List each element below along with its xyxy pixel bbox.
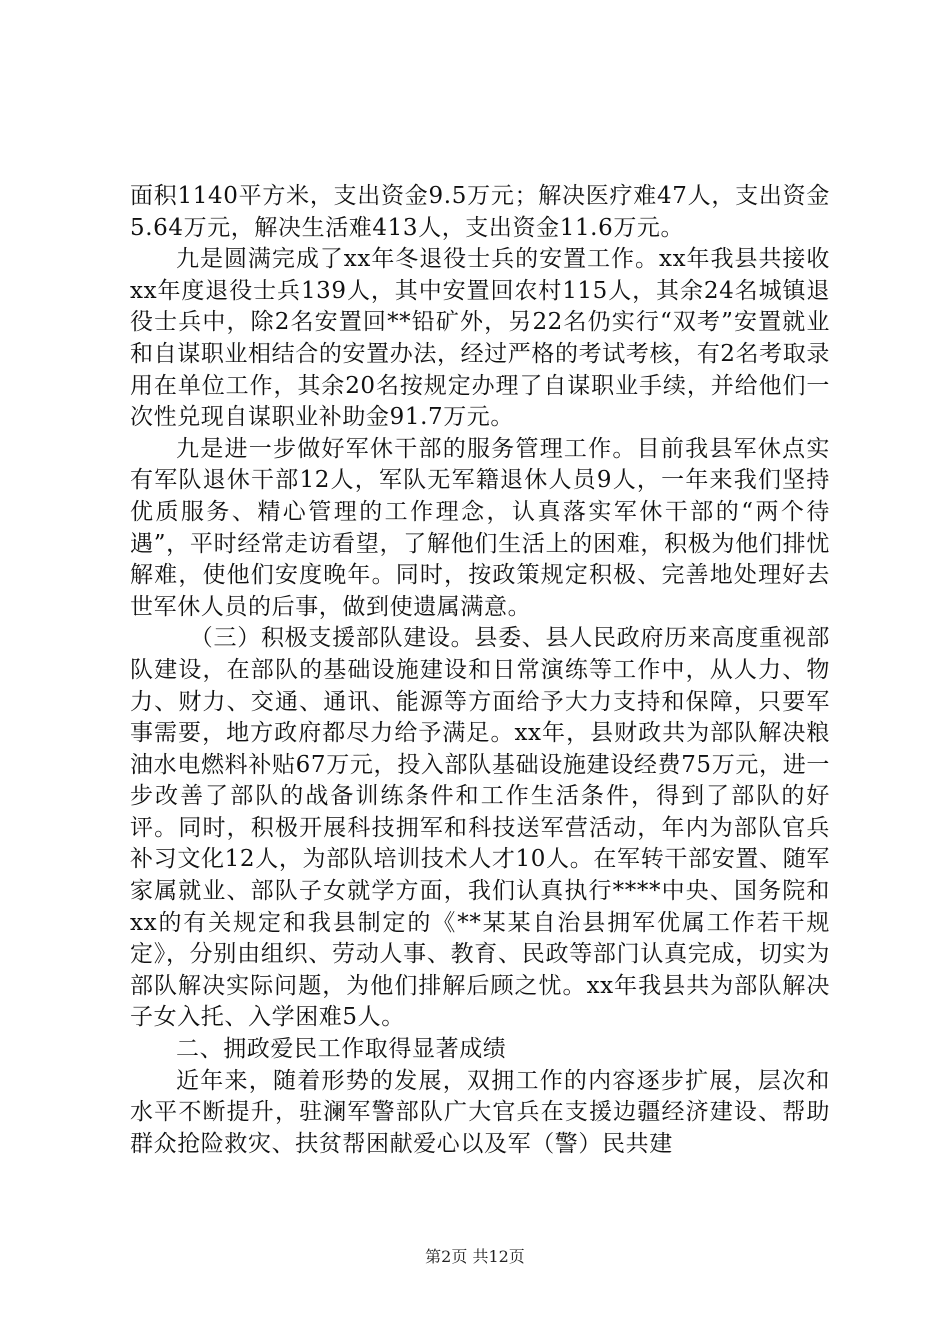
paragraph-continuation: 面积1140平方米，支出资金9.5万元；解决医疗难47人，支出资金5.64万元，解决生活难413人，支出资金11.6万元。 (130, 183, 830, 241)
section-heading: 二、拥政爱民工作取得显著成绩 (176, 1036, 507, 1063)
page-footer: 第2页 共12页 (425, 1247, 525, 1266)
paragraph-retired-cadres: 九是进一步做好军休干部的服务管理工作。目前我县军休点实有军队退休干部12人，军队无军籍退休人员9人，一年来我们坚持优质服务、精心管理的工作理念，认真落实军休干部的“两个待遇”，平时经常走访看望，了解他们生活上的困难，积极为他们排忧解难，使他们安度晚年。同时，按政策规定积极、完善地处理好去世军休人员的后事，做到使遗属满意。 (130, 435, 830, 620)
paragraph-veteran-placement: 九是圆满完成了xx年冬退役士兵的安置工作。xx年我县共接收xx年度退役士兵139人，其中安置回农村115人，其余24名城镇退役士兵中，除2名安置回**铅矿外，另22名仍实行“双考”安置就业和自谋职业相结合的安置办法，经过严格的考试考核，有2名考取录用在单位工作，其余20名按规定办理了自谋职业手续，并给他们一次性兑现自谋职业补助金91.7万元。 (130, 246, 830, 431)
document-body (130, 181, 830, 1160)
paragraph-support-troops: （三）积极支援部队建设。县委、县人民政府历来高度重视部队建设，在部队的基础设施建设和日常演练等工作中，从人力、物力、财力、交通、通讯、能源等方面给予大力支持和保障，只要军事需要，地方政府都尽力给予满足。xx年，县财政共为部队解决粮油水电燃料补贴67万元，投入部队基础设施建设经费75万元，进一步改善了部队的战备训练条件和工作生活条件，得到了部队的好评。同时，积极开展科技拥军和科技送军营活动，年内为部队官兵补习文化12人，为部队培训技术人才10人。在军转干部安置、随军家属就业、部队子女就学方面，我们认真执行****中央、国务院和xx的有关规定和我县制定的《**某某自治县拥军优属工作若干规定》，分别由组织、劳动人事、教育、民政等部门认真完成，切实为部队解决实际问题，为他们排解后顾之忧。xx年我县共为部队解决子女入托、入学困难5人。 (130, 625, 830, 1031)
paragraph-recent-years: 近年来，随着形势的发展，双拥工作的内容逐步扩展，层次和水平不断提升，驻澜军警部队广大官兵在支援边疆经济建设、帮助群众抢险救灾、扶贫帮困献爱心以及军（警）民共建 (130, 1067, 830, 1157)
